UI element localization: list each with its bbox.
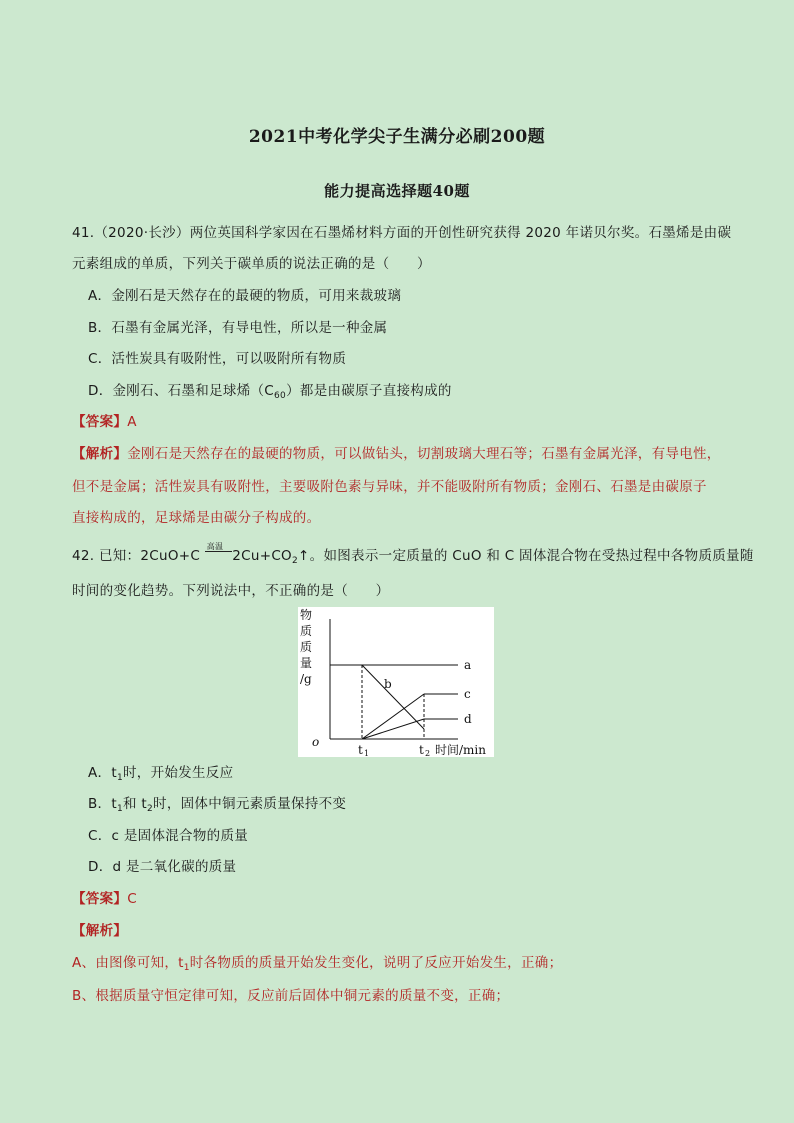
q42-option-a	[88, 764, 233, 787]
y-label-char3: 质	[300, 640, 313, 654]
q41-analysis-text1: 金刚石是天然存在的最硬的物质，可以做钻头，切割玻璃大理石等；石墨有金属光泽，有导电性，	[127, 446, 721, 462]
q41-analysis-line3: 直接构成的，足球烯是由碳分子构成的。	[72, 510, 321, 526]
curve-d-rise	[362, 719, 424, 739]
q42-option-b-sub2: 2	[147, 804, 154, 814]
q41-answer	[72, 413, 137, 431]
q42-option-a-post: 时，开始发生反应	[122, 765, 234, 781]
curve-b	[362, 665, 424, 729]
q41-option-c: C．活性炭具有吸附性，可以吸附所有物质	[88, 351, 347, 367]
t2-subscript: 2	[425, 749, 431, 757]
curve-label-d: d	[464, 712, 472, 726]
t1-label: t	[358, 743, 363, 757]
q42-eq-sub: 2	[292, 556, 299, 566]
q42-option-b-mid: 和 t	[123, 796, 147, 812]
q41-answer-tag: 【答案】	[72, 414, 128, 430]
q41-analysis-line2: 但不是金属；活性炭具有吸附性，主要吸附色素与异味，并不能吸附所有物质；金刚石、石墨是由碳原子	[72, 479, 707, 495]
curve-label-c: c	[464, 687, 471, 701]
q42-option-b-pre: B．t	[88, 796, 117, 812]
q42-stem-line2: 时间的变化趋势。下列说法中，不正确的是（ ）	[72, 583, 390, 599]
q41-option-a: A．金刚石是天然存在的最硬的物质，可用来裁玻璃	[88, 288, 402, 304]
q42-equals-line	[205, 551, 233, 552]
y-label-char5: /g	[300, 672, 312, 686]
q42-stem-line1	[72, 542, 754, 570]
q42-analysis-a-sub: 1	[183, 963, 190, 973]
q42-analysis-tag: 【解析】	[72, 923, 128, 939]
q42-option-a-sub: 1	[116, 773, 123, 783]
q42-option-b	[88, 795, 346, 818]
x-axis-label: 时间/min	[435, 743, 486, 757]
curve-label-b: b	[384, 677, 392, 691]
q41-option-d-pre: D．金刚石、石墨和足球烯（C	[88, 383, 275, 399]
q42-option-d: D．d 是二氧化碳的质量	[88, 859, 237, 875]
q42-option-b-sub1: 1	[116, 804, 123, 814]
q42-condition: 高温	[206, 542, 224, 551]
q42-option-a-pre: A．t	[88, 765, 117, 781]
t1-subscript: 1	[364, 749, 370, 757]
q41-option-d	[88, 382, 452, 405]
t2-label: t	[419, 743, 424, 757]
q41-option-d-sub: 60	[274, 391, 287, 401]
y-label-char2: 质	[300, 624, 313, 638]
q42-option-c: C．c 是固体混合物的质量	[88, 828, 249, 844]
q42-reaction-arrow	[205, 542, 233, 565]
q42-figure	[298, 607, 494, 757]
q41-analysis-line1	[72, 445, 721, 463]
y-label-char1: 物	[300, 608, 313, 622]
q42-answer-value: C	[127, 891, 137, 907]
curve-label-a: a	[464, 658, 472, 672]
q42-stem-post: ↑。如图表示一定质量的 CuO 和 C 固体混合物在受热过程中各物质质量随	[298, 548, 754, 564]
q41-stem-line1: 41.（2020·长沙）两位英国科学家因在石墨烯材料方面的开创性研究获得 2020 年诺贝尔奖。石墨烯是由碳	[72, 225, 732, 241]
q42-analysis-a-pre: A、由图像可知，t	[72, 955, 184, 971]
q42-eq-post: 2Cu+CO	[232, 548, 292, 564]
q41-answer-value: A	[127, 414, 137, 430]
q42-stem-pre: 42. 已知：2CuO+C	[72, 548, 205, 564]
q42-answer	[72, 890, 137, 908]
q42-analysis-a-post: 时各物质的质量开始发生变化，说明了反应开始发生，正确；	[189, 955, 563, 971]
q41-option-b: B．石墨有金属光泽，有导电性，所以是一种金属	[88, 320, 388, 336]
page-title: 2021中考化学尖子生满分必刷200题	[248, 127, 546, 147]
origin-label: o	[312, 735, 320, 749]
q42-answer-tag: 【答案】	[72, 891, 128, 907]
y-label-char4: 量	[300, 656, 313, 670]
q41-option-d-post: ）都是由碳原子直接构成的	[286, 383, 452, 399]
q42-analysis-header	[72, 922, 127, 940]
q42-analysis-b: B、根据质量守恒定律可知，反应前后固体中铜元素的质量不变，正确；	[72, 988, 510, 1004]
section-title: 能力提高选择题40题	[324, 182, 470, 200]
q42-option-b-post: 时，固体中铜元素质量保持不变	[153, 796, 347, 812]
curve-c-rise	[362, 694, 424, 739]
q42-graph	[298, 607, 494, 757]
q42-analysis-a	[72, 954, 562, 977]
q41-analysis-tag: 【解析】	[72, 446, 128, 462]
q41-stem-line2: 元素组成的单质，下列关于碳单质的说法正确的是（ ）	[72, 256, 431, 272]
